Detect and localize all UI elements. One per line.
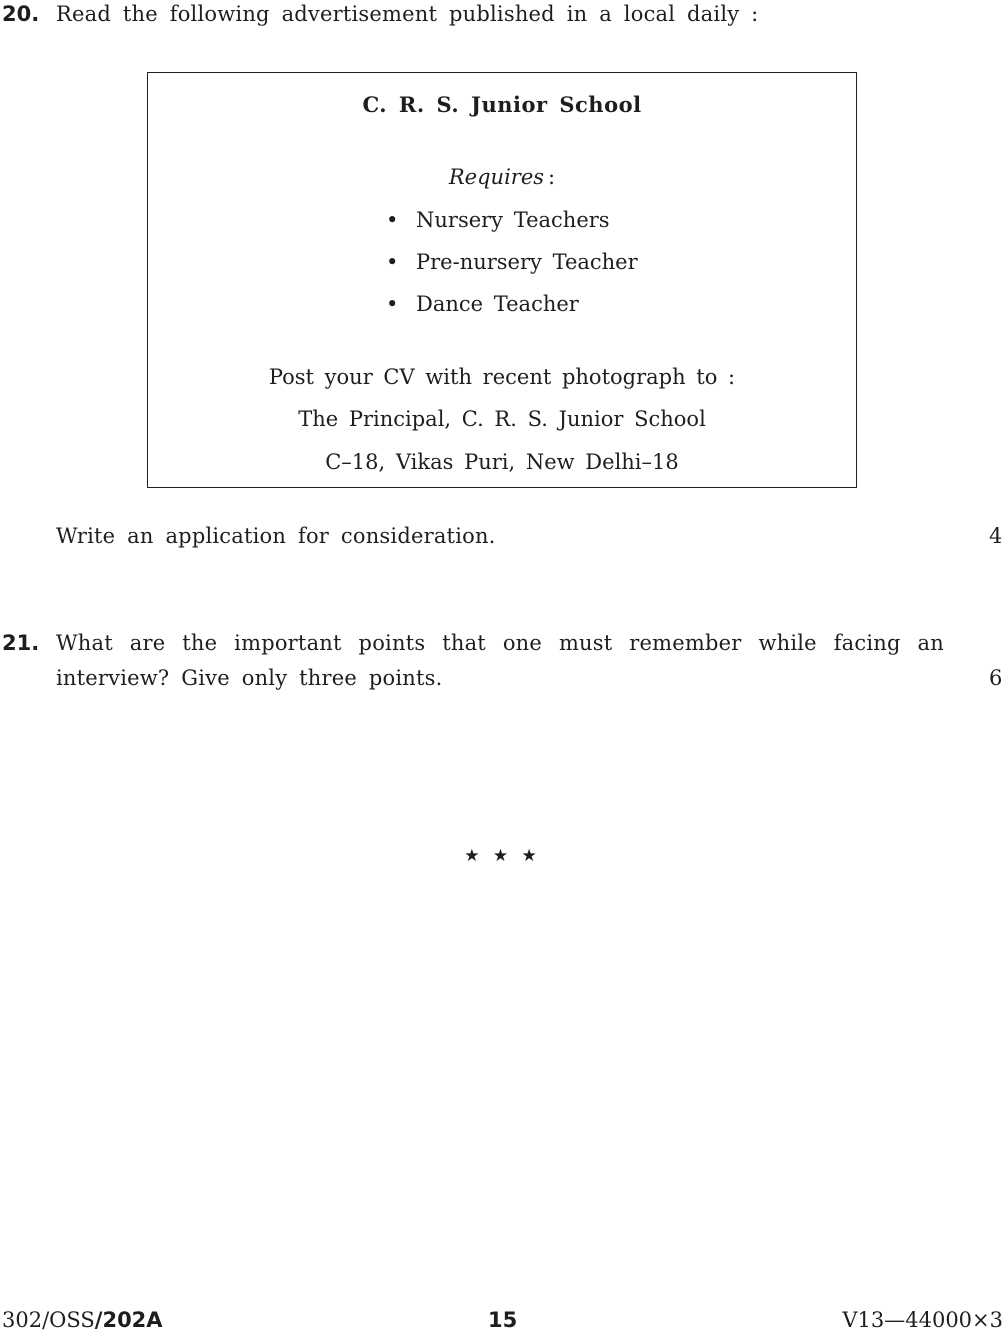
ad-requires-label: Requires xyxy=(448,165,545,189)
footer-page-number: 15 xyxy=(488,1308,518,1332)
ad-post-instruction: Post your CV with recent photograph to : xyxy=(268,365,736,389)
question-20-number: 20. xyxy=(2,2,40,26)
ad-position-item xyxy=(386,250,638,274)
footer-paper-code xyxy=(2,1308,163,1332)
ad-requires-colon: : xyxy=(548,165,556,189)
question-20-task: Write an application for consideration. xyxy=(56,524,496,548)
question-21-line-1: What are the important points that one must remember while facing an xyxy=(56,631,944,655)
bullet-icon: • xyxy=(386,208,399,232)
footer-code-prefix: 302/OSS xyxy=(2,1308,95,1332)
question-20-marks: 4 xyxy=(989,524,1003,548)
bullet-icon: • xyxy=(386,250,399,274)
ad-address-line-1: The Principal, C. R. S. Junior School xyxy=(298,407,706,431)
ad-address-line-2: C–18, Vikas Puri, New Delhi–18 xyxy=(325,450,679,474)
ad-position-item xyxy=(386,292,579,316)
footer-version: V13—44000×3 xyxy=(842,1308,1003,1332)
end-stars-icon: ★ ★ ★ xyxy=(464,846,541,866)
ad-position-label: Dance Teacher xyxy=(416,292,579,316)
ad-position-label: Nursery Teachers xyxy=(416,208,610,232)
ad-position-item xyxy=(386,208,610,232)
ad-school-title: C. R. S. Junior School xyxy=(362,92,642,117)
question-21-line-2: interview? Give only three points. xyxy=(56,666,443,690)
ad-position-label: Pre-nursery Teacher xyxy=(416,250,638,274)
question-20-text: Read the following advertisement published in a local daily : xyxy=(56,2,759,26)
footer-code-suffix: /202A xyxy=(94,1308,163,1332)
advertisement-box xyxy=(147,72,857,488)
question-21-number: 21. xyxy=(2,631,40,655)
bullet-icon: • xyxy=(386,292,399,316)
question-21-marks: 6 xyxy=(989,666,1003,690)
ad-requires-line xyxy=(148,165,856,189)
